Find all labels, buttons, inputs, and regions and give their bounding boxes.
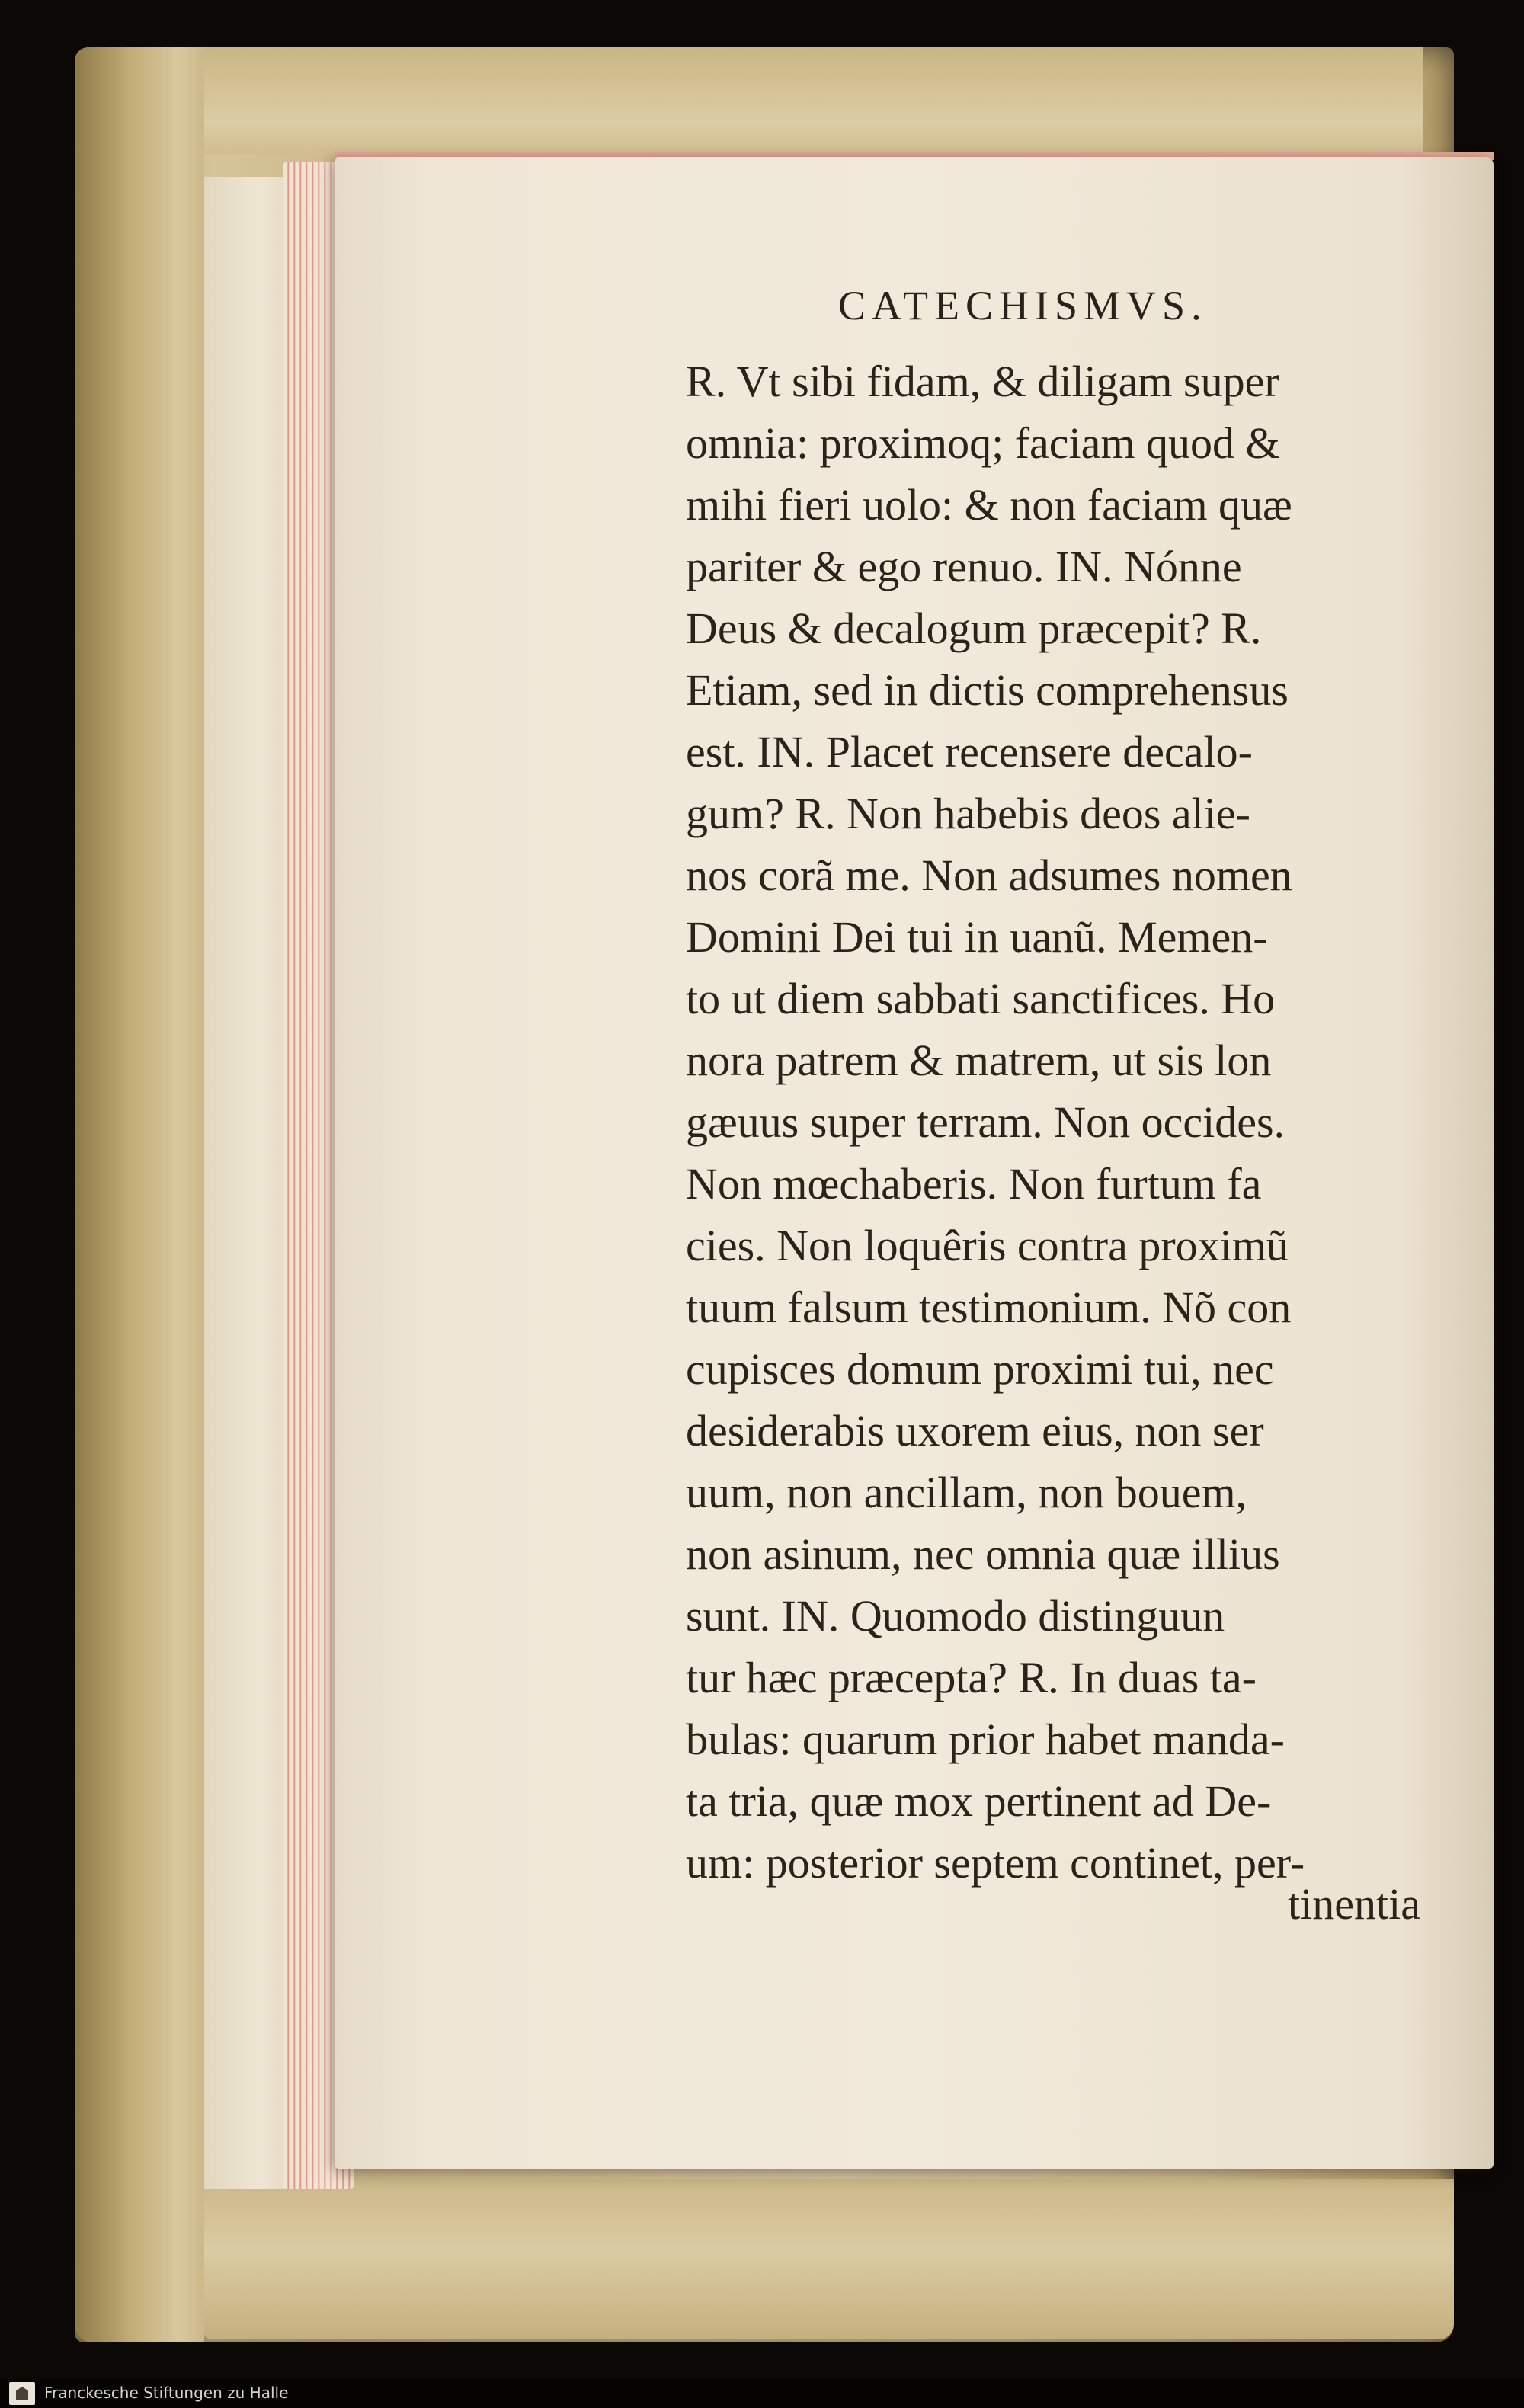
text-line: uum, non ancillam, non bouem, [686, 1468, 1247, 1517]
text-line: mihi fieri uolo: & non faciam quæ [686, 480, 1292, 530]
text-line: Non mœchaberis. Non furtum fa [686, 1159, 1262, 1209]
text-line: gum? R. Non habebis deos alie- [686, 789, 1250, 838]
text-line: cies. Non loquêris contra proximũ [686, 1221, 1289, 1270]
text-line: nos corã me. Non adsumes nomen [686, 850, 1292, 900]
footer-credit: Franckesche Stiftungen zu Halle [44, 2384, 289, 2402]
text-line: gæuus super terram. Non occides. [686, 1097, 1285, 1147]
text-block [686, 351, 1471, 1894]
text-line: Domini Dei tui in uanũ. Memen- [686, 912, 1268, 962]
text-line: um: posterior septem continet, per- [686, 1838, 1305, 1888]
flyleaf [204, 177, 296, 2189]
text-line: to ut diem sabbati sanctifices. Ho [686, 974, 1276, 1023]
text-line: desiderabis uxorem eius, non ser [686, 1406, 1264, 1455]
text-line: pariter & ego renuo. IN. Nónne [686, 542, 1242, 591]
text-line: omnia: proximoq; faciam quod & [686, 418, 1280, 468]
text-line: Etiam, sed in dictis comprehensus [686, 665, 1289, 715]
binding-spine [75, 47, 204, 2342]
text-line: R. Vt sibi fidam, & diligam super [686, 357, 1279, 406]
text-line: nora patrem & matrem, ut sis lon [686, 1036, 1272, 1085]
text-line: sunt. IN. Quomodo distinguun [686, 1591, 1225, 1641]
binding-fold-top [204, 47, 1423, 154]
catchword: tinentia [1288, 1879, 1420, 1929]
text-line: cupisces domum proximi tui, nec [686, 1344, 1274, 1394]
library-logo-icon [9, 2382, 35, 2405]
binding-fold-bottom [204, 2179, 1454, 2339]
text-line: non asinum, nec omnia quæ illius [686, 1529, 1280, 1579]
text-line: Deus & decalogum præcepit? R. [686, 604, 1262, 653]
text-line: tur hæc præcepta? R. In duas ta- [686, 1653, 1257, 1702]
text-line: est. IN. Placet recensere decalo- [686, 727, 1253, 777]
running-head: CATECHISMVS. [838, 283, 1208, 328]
text-line: bulas: quarum prior habet manda- [686, 1715, 1285, 1764]
text-line: ta tria, quæ mox pertinent ad De- [686, 1776, 1272, 1826]
text-line: tuum falsum testimonium. Nõ con [686, 1282, 1292, 1332]
